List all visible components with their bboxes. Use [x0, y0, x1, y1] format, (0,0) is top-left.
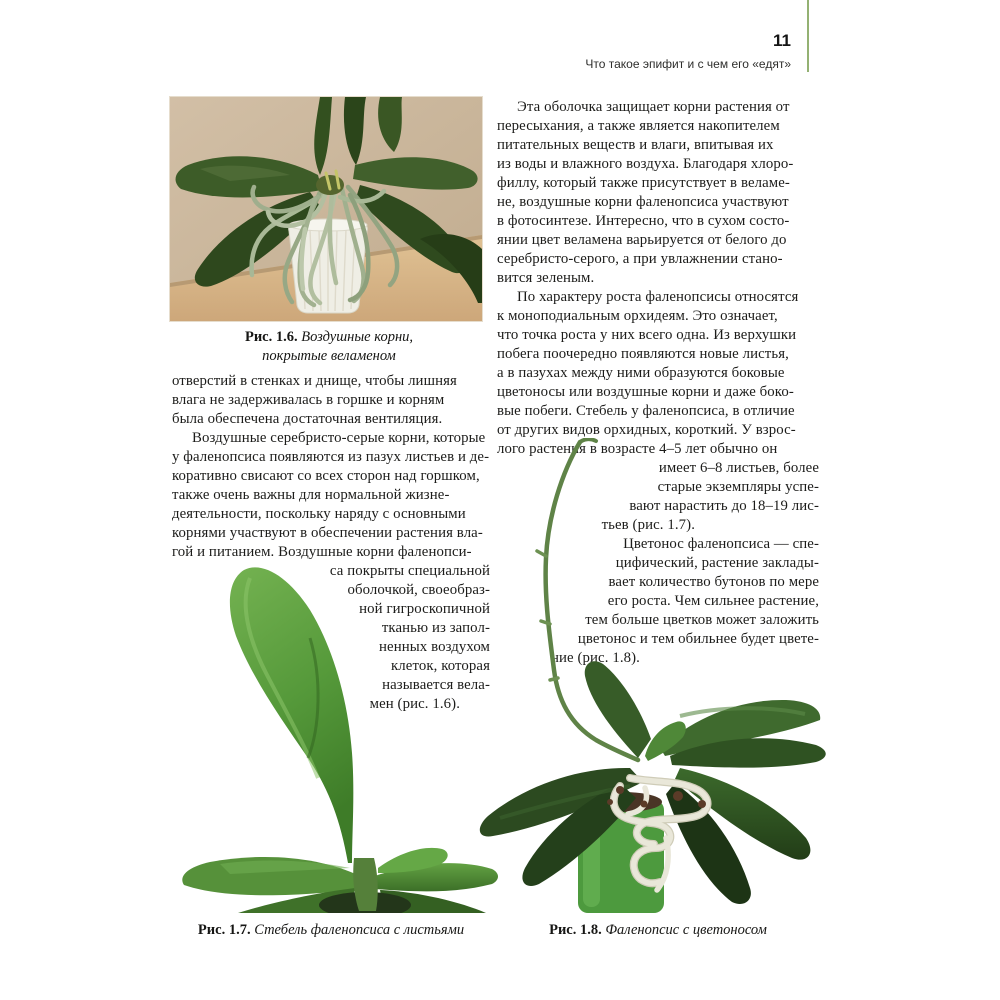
figure-1-6-photo	[170, 97, 482, 321]
text-line: вает количество бутонов по мере	[608, 574, 819, 590]
text-line: мен (рис. 1.6).	[369, 696, 460, 712]
text-line: к моноподиальным орхидеям. Это означает,	[497, 308, 778, 324]
text-line: называется вела-	[382, 677, 490, 693]
figure-1-7-photo	[170, 558, 500, 913]
text-line: цветонос и тем обильнее будет цвете-	[577, 631, 819, 647]
text-line: влага не задерживалась в горшке и корням	[172, 392, 445, 408]
figure-1-8-caption	[497, 921, 819, 940]
text-line: Воздушные серебристо-серые корни, которые	[192, 430, 486, 446]
text-line: была обеспечена достаточная вентиляция.	[172, 411, 443, 427]
text-line: а в пазухах между ними образуются боковые	[497, 365, 785, 381]
text-line: вают нарастить до 18–19 лис-	[629, 498, 819, 514]
text-line: в фотосинтезе. Интересно, что в сухом состо-	[497, 213, 790, 229]
text-line: цифический, растение заклады-	[615, 555, 819, 571]
text-line: также очень важны для нормальной жизне-	[172, 487, 450, 503]
paragraph	[497, 98, 819, 288]
text-line: клеток, которая	[391, 658, 490, 674]
text-line: корнями участвуют в обеспечении растения вла-	[172, 525, 483, 541]
figure-label: Рис. 1.6.	[244, 329, 298, 345]
text-line: янии цвет веламена варьируется от белого до	[497, 232, 787, 248]
text-line: старые экземпляры успе-	[657, 479, 819, 495]
text-line: что точка роста у них всего одна. Из верхушки	[497, 327, 797, 343]
text-line: ненных воздухом	[379, 639, 490, 655]
text-line: тьев (рис. 1.7).	[601, 517, 695, 533]
text-line: ние (рис. 1.8).	[551, 650, 640, 666]
paragraph	[497, 288, 819, 459]
text-line: питательных веществ и влаги, впитывая их	[497, 137, 774, 153]
text-line: вится зеленым.	[497, 270, 595, 286]
text-line: филлу, который также присутствует в веламе-	[497, 175, 790, 191]
text-line: отверстий в стенках и днище, чтобы лишняя	[172, 373, 457, 389]
figure-1-6-caption	[170, 328, 488, 366]
text-line: деятельности, поскольку наряду с основными	[172, 506, 466, 522]
header-accent-rule	[807, 0, 809, 72]
text-line: от других видов орхидных, короткий. У взрос-	[497, 422, 796, 438]
caption-text: Воздушные корни,	[301, 329, 414, 345]
text-line: тканью из запол-	[381, 620, 490, 636]
text-line: пересыхания, а также является накопителем	[497, 118, 780, 134]
text-line: цветоносы или воздушные корни и даже боко-	[497, 384, 794, 400]
text-line: его роста. Чем сильнее растение,	[607, 593, 819, 609]
text-line: Эта оболочка защищает корни растения от	[517, 99, 790, 115]
paragraph	[172, 429, 490, 562]
text-line: имеет 6–8 листьев, более	[658, 460, 819, 476]
page-number: 11	[773, 31, 791, 50]
text-line: лого растения в возрасте 4–5 лет обычно он	[497, 441, 778, 457]
figure-label: Рис. 1.8.	[549, 922, 602, 938]
text-line: коративно свисают со всех сторон над горшком,	[172, 468, 480, 484]
caption-text: Фаленопсис с цветоносом	[605, 922, 767, 938]
figure-label: Рис. 1.7.	[197, 922, 251, 938]
paragraph	[172, 372, 490, 429]
text-line: По характеру роста фаленопсисы относятся	[517, 289, 799, 305]
text-line: ной гигроскопичной	[359, 601, 490, 617]
text-line: гой и питанием. Воздушные корни фаленопси-	[172, 544, 472, 560]
text-line: побега поочередно появляются новые листья,	[497, 346, 789, 362]
text-line: са покрыты специальной	[329, 563, 490, 579]
text-line: тем больше цветков может заложить	[585, 612, 819, 628]
caption-text: покрытые веламеном	[262, 348, 396, 364]
figure-1-7-caption	[170, 921, 492, 940]
text-line: у фаленопсиса появляются из пазух листьев и де-	[172, 449, 490, 465]
text-line: из воды и влажного воздуха. Благодаря хлоро-	[497, 156, 794, 172]
figure-1-8-photo	[470, 438, 845, 913]
text-line: не, воздушные корни фаленопсиса участвуют	[497, 194, 789, 210]
running-head: Что такое эпифит и с чем его «едят»	[585, 57, 791, 71]
text-line: оболочкой, своеобраз-	[347, 582, 490, 598]
text-line: вые побеги. Стебель у фаленопсиса, в отличие	[497, 403, 795, 419]
text-line: Цветонос фаленопсиса — спе-	[623, 536, 819, 552]
text-line: серебристо-серого, а при увлажнении стано-	[497, 251, 783, 267]
caption-text: Стебель фаленопсиса с листьями	[254, 922, 465, 938]
